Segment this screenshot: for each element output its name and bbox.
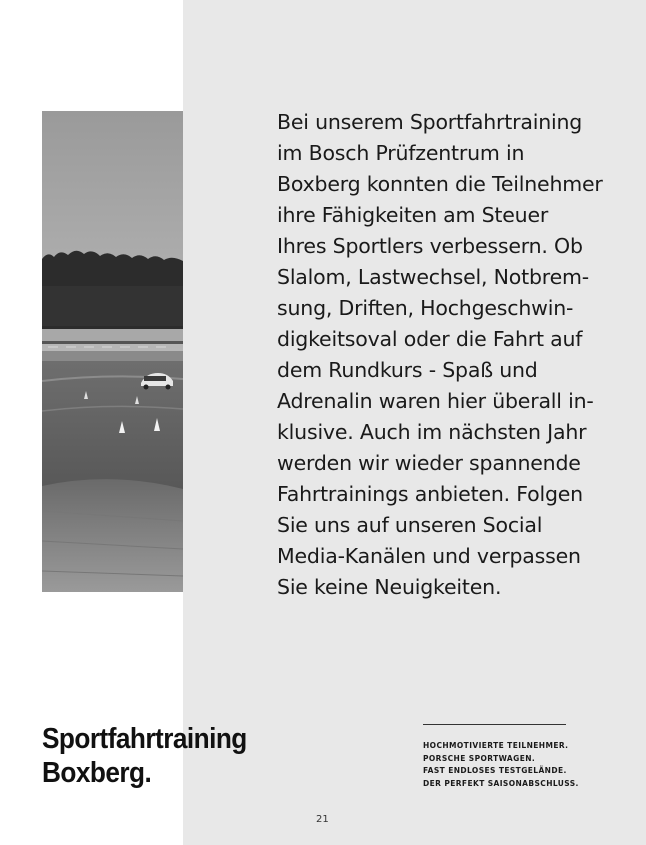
body-line: werden wir wieder spannende — [277, 451, 581, 475]
headline-line: Sportfahrtraining — [42, 723, 247, 755]
page-headline — [42, 722, 247, 790]
body-line: Sie keine Neuigkeiten. — [277, 575, 502, 599]
highlight-item: FAST ENDLOSES TESTGELÄNDE. — [423, 766, 567, 775]
body-line: digkeitsoval oder die Fahrt auf — [277, 327, 583, 351]
track-photo — [42, 111, 183, 592]
headline-line: Boxberg. — [42, 757, 152, 789]
body-paragraph — [277, 107, 603, 603]
body-line: Sie uns auf unseren Social — [277, 513, 543, 537]
body-line: ihre Fähigkeiten am Steuer — [277, 203, 549, 227]
body-line: im Bosch Prüfzentrum in — [277, 141, 525, 165]
highlight-item: DER PERFEKT SAISONABSCHLUSS. — [423, 778, 579, 788]
body-line: sung, Driften, Hochgeschwin- — [277, 296, 574, 320]
body-line: Slalom, Lastwechsel, Notbrem- — [277, 265, 589, 289]
body-line: Bei unserem Sportfahrtraining — [277, 110, 583, 134]
body-line: klusive. Auch im nächsten Jahr — [277, 420, 587, 444]
highlights-list — [423, 740, 579, 790]
highlight-item: HOCHMOTIVIERTE TEILNEHMER. — [423, 741, 569, 750]
body-line: Boxberg konnten die Teilnehmer — [277, 172, 603, 196]
body-line: Adrenalin waren hier überall in- — [277, 389, 594, 413]
body-line: Fahrtrainings anbieten. Folgen — [277, 482, 583, 506]
body-line: Ihres Sportlers verbessern. Ob — [277, 234, 583, 258]
body-line: dem Rundkurs - Spaß und — [277, 358, 538, 382]
divider-rule — [423, 724, 566, 725]
highlight-item: PORSCHE SPORTWAGEN. — [423, 753, 536, 763]
body-line: Media-Kanälen und verpassen — [277, 544, 581, 568]
page-number: 21 — [316, 814, 329, 825]
